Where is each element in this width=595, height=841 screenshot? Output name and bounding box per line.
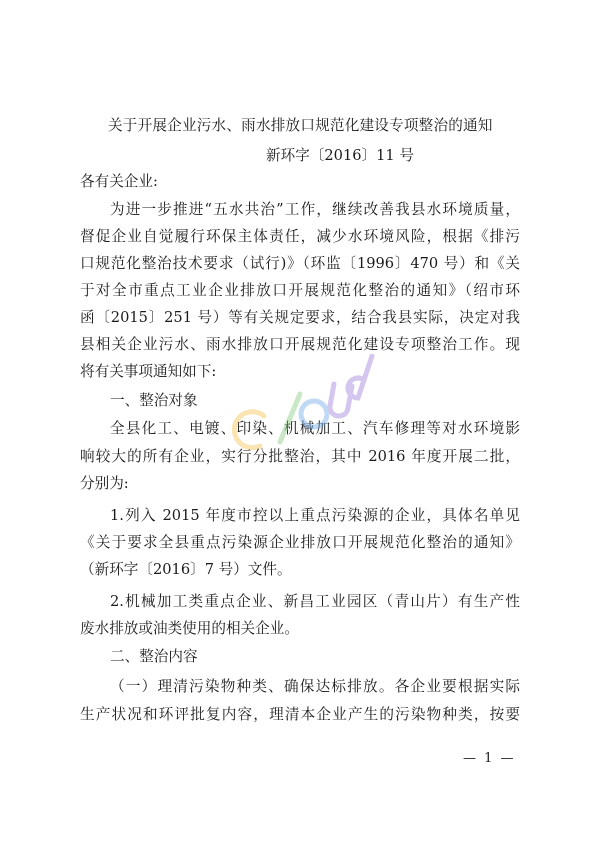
watermark-l-icon — [280, 394, 300, 442]
body-line: 全县化工、电镀、印染、机械加工、汽车修理等对水环境影 — [110, 420, 520, 437]
body-line: 口规范化整治技术要求（试行)》（环监〔1996〕470 号）和《关 — [80, 255, 520, 272]
document-number: 新环字〔2016〕11 号 — [266, 147, 414, 164]
body-line: 督促企业自觉履行环保主体责任，减少水环境风险，根据《排污 — [80, 228, 520, 245]
body-line: （新环字〔2016〕7 号）文件。 — [80, 561, 292, 578]
body-line: 生产状况和环评批复内容，理清本企业产生的污染物种类，按要 — [80, 706, 520, 723]
body-line: 将有关事项通知如下: — [80, 363, 217, 380]
watermark-c-icon — [234, 412, 264, 448]
body-line: 县相关企业污水、雨水排放口开展规范化建设专项整治工作。现 — [80, 336, 520, 353]
body-line: 于对全市重点工业企业排放口开展规范化整治的通知》（绍市环 — [80, 282, 520, 299]
body-line: 2.机械加工类重点企业、新昌工业园区（青山片）有生产性 — [110, 593, 520, 610]
body-line: （一）理清污染物种类、确保达标排放。各企业要根据实际 — [110, 678, 520, 695]
body-line: 为进一步推进“五水共治”工作，继续改善我县水环境质量， — [110, 201, 520, 218]
cloud-watermark — [222, 354, 382, 484]
watermark-o-icon — [301, 401, 327, 427]
section-heading: 二、整治内容 — [110, 648, 198, 665]
body-line: 响较大的所有企业，实行分批整治，其中 2016 年度开展二批， — [80, 448, 520, 465]
document-title: 关于开展企业污水、雨水排放口规范化建设专项整治的通知 — [108, 117, 493, 134]
salutation: 各有关企业: — [80, 173, 158, 190]
body-line: 废水排放或油类使用的相关企业。 — [80, 620, 299, 637]
page-number: — 1 — — [463, 751, 516, 766]
body-line: 函〔2015〕251 号）等有关规定要求，结合我县实际，决定对我 — [80, 309, 520, 326]
section-heading: 一、整治对象 — [110, 392, 198, 409]
body-line: 《关于要求全县重点污染源企业排放口开展规范化整治的通知》 — [80, 534, 520, 551]
body-line: 分别为: — [80, 475, 129, 492]
body-line: 1.列入 2015 年度市控以上重点污染源的企业，具体名单见 — [110, 507, 520, 524]
